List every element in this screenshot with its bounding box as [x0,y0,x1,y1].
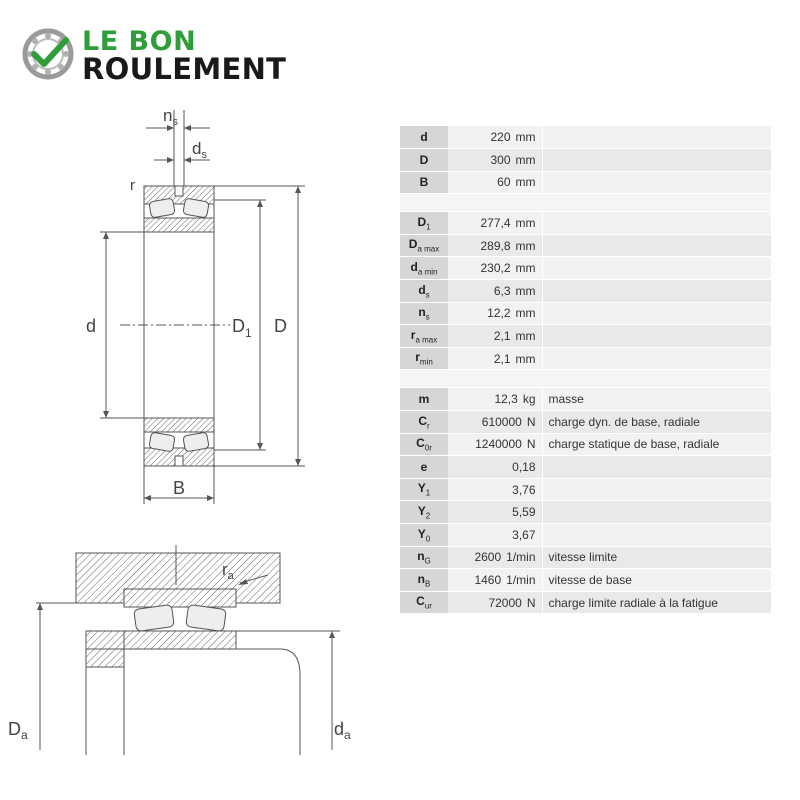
spec-description [542,171,771,194]
spec-row [400,433,771,456]
brand-logo[interactable] [22,26,302,84]
spec-value [448,456,542,479]
spec-unit: mm [515,175,536,190]
spec-description [542,234,771,257]
spec-value [448,411,542,434]
spec-unit: mm [515,329,536,344]
spec-symbol [400,433,448,456]
spec-unit: mm [515,283,536,298]
spec-row [400,126,771,149]
label-ds: $d_s$ [192,139,207,161]
spec-value [448,257,542,280]
spec-value [448,212,542,235]
spec-description [542,524,771,547]
spec-description [542,257,771,280]
spec-value [448,171,542,194]
spec-symbol-sub: 2 [425,511,431,521]
group-spacer [400,194,771,212]
spec-description [542,126,771,149]
spec-symbol [400,524,448,547]
spec-description [542,456,771,479]
spec-value-number: 610000 [481,414,522,429]
spec-symbol-sub: a max [415,335,438,345]
spec-symbol [400,478,448,501]
spec-unit: mm [515,306,536,321]
spec-description: vitesse de base [542,569,771,592]
spec-symbol-main: Y [417,526,426,541]
spec-value [448,280,542,303]
spec-value-number: 1240000 [475,437,522,452]
spec-unit: mm [515,351,536,366]
group-spacer [400,370,771,388]
spec-value [448,501,542,524]
bearing-check-icon [22,28,74,80]
spec-symbol-main: B [419,175,429,190]
label-d: d [86,316,97,336]
spec-symbol-main: n [417,571,425,586]
spec-unit: N [526,437,536,452]
mounting-drawing [0,545,370,755]
spec-row [400,478,771,501]
spec-value-number: 12,3 [494,392,518,407]
spec-unit: N [526,414,536,429]
spec-symbol-main: D [408,237,418,252]
spec-row [400,212,771,235]
spec-row [400,280,771,303]
spec-symbol-main: d [418,282,426,297]
spec-symbol [400,501,448,524]
spec-symbol [400,171,448,194]
spec-symbol [400,126,448,149]
spec-symbol [400,388,448,411]
spec-symbol-main: D [417,214,427,229]
spec-row [400,347,771,370]
spec-value [448,149,542,172]
spec-symbol [400,280,448,303]
spec-description: masse [542,388,771,411]
spec-symbol-main: d [420,130,428,145]
spec-value [448,569,542,592]
spec-symbol-sub: 0 [425,533,431,543]
label-B: B [173,478,186,498]
label-ra: $r_a$ [222,560,234,582]
spec-row [400,302,771,325]
spec-symbol-sub: G [424,556,431,566]
spec-row [400,501,771,524]
spec-unit: 1/min [506,550,536,565]
spec-value-number: 277,4 [480,216,511,231]
spec-value-number: 3,76 [512,482,536,497]
spec-value-number: 300 [490,152,511,167]
spec-description: vitesse limite [542,546,771,569]
spec-symbol-main: d [410,260,418,275]
label-da: $d_a$ [334,719,351,742]
spec-symbol-main: C [416,594,425,609]
spec-value-number: 5,59 [512,505,536,520]
spec-description: charge statique de base, radiale [542,433,771,456]
spec-symbol [400,234,448,257]
spec-row [400,171,771,194]
spec-unit: 1/min [506,572,536,587]
spec-row [400,325,771,348]
spec-value [448,433,542,456]
spec-symbol-sub: s [425,312,430,322]
spec-value [448,524,542,547]
spec-value [448,347,542,370]
spec-value-number: 1460 [474,572,502,587]
spec-row [400,456,771,479]
spec-symbol-main: C [416,436,425,451]
spec-description: charge limite radiale à la fatigue [542,591,771,614]
spec-value-number: 2600 [474,550,502,565]
spec-symbol-main: n [417,549,425,564]
specification-table [400,126,771,614]
spec-symbol-sub: ur [424,601,432,611]
spec-unit: mm [515,152,536,167]
label-D1: $D_1$ [232,316,252,340]
spec-value [448,302,542,325]
spec-row [400,569,771,592]
spec-symbol-main: C [418,413,427,428]
spec-value-number: 12,2 [487,306,511,321]
spec-symbol [400,257,448,280]
label-Da: $D_a$ [8,719,28,742]
spec-description [542,347,771,370]
bottom-roller-section [144,418,214,466]
spec-description [542,280,771,303]
spec-symbol-main: m [418,392,430,407]
spec-description [542,149,771,172]
spec-description: charge dyn. de base, radiale [542,411,771,434]
spec-row [400,388,771,411]
spec-unit: mm [515,261,536,276]
spec-symbol-sub: 1 [426,222,431,232]
spec-value-number: 3,67 [512,527,536,542]
spec-symbol [400,569,448,592]
label-r: r [130,177,135,194]
spec-symbol-main: D [419,152,429,167]
spec-description [542,501,771,524]
spec-symbol-sub: s [425,290,430,300]
spec-symbol [400,546,448,569]
spec-unit: kg [522,392,536,407]
spec-value-number: 6,3 [493,283,511,298]
spec-description [542,478,771,501]
spec-row [400,234,771,257]
spec-description [542,212,771,235]
top-roller-section [144,186,214,232]
spec-value-number: 72000 [488,595,522,610]
spec-symbol [400,212,448,235]
spec-symbol-sub: min [419,357,433,367]
spec-symbol-sub: 0r [424,443,432,453]
spec-value-number: 60 [497,175,511,190]
spec-symbol-main: r [410,327,416,342]
spec-symbol-main: e [420,460,428,475]
spec-symbol-main: Y [417,481,426,496]
spec-value [448,546,542,569]
spec-symbol [400,456,448,479]
spec-symbol-main: r [415,350,420,365]
spec-row [400,411,771,434]
spec-description [542,302,771,325]
spec-description [542,325,771,348]
spec-value [448,234,542,257]
spec-unit: mm [515,216,536,231]
spec-symbol [400,149,448,172]
spec-row [400,591,771,614]
spec-symbol [400,411,448,434]
spec-symbol [400,591,448,614]
spec-value-number: 2,1 [493,329,511,344]
spec-value [448,388,542,411]
spec-symbol-sub: a max [417,244,440,254]
spec-value-number: 289,8 [480,238,511,253]
brand-line-1: LE BON [82,26,197,57]
spec-value-number: 220 [490,130,511,145]
spec-row [400,257,771,280]
spec-value [448,325,542,348]
brand-line-2: ROULEMENT [82,52,287,86]
spec-symbol-sub: B [425,579,431,589]
spec-symbol [400,347,448,370]
spec-value-number: 2,1 [493,351,511,366]
spec-value [448,591,542,614]
spec-symbol [400,325,448,348]
spec-row [400,149,771,172]
spec-value-number: 230,2 [480,261,511,276]
spec-unit: mm [515,238,536,253]
spec-value [448,478,542,501]
spec-row [400,524,771,547]
spec-symbol-main: n [418,305,426,320]
spec-symbol-main: Y [417,504,426,518]
spec-symbol [400,302,448,325]
spec-symbol-sub: 1 [425,488,431,498]
spec-value [448,126,542,149]
spec-unit: N [526,595,536,610]
spec-symbol-sub: a min [417,267,438,277]
label-D: D [274,316,287,336]
bearing-section-drawing [80,100,320,510]
spec-symbol-sub: r [427,421,430,431]
spec-unit: mm [515,130,536,145]
spec-value-number: 0,18 [512,460,536,475]
spec-row [400,546,771,569]
label-ns: $n_s$ [163,106,178,128]
